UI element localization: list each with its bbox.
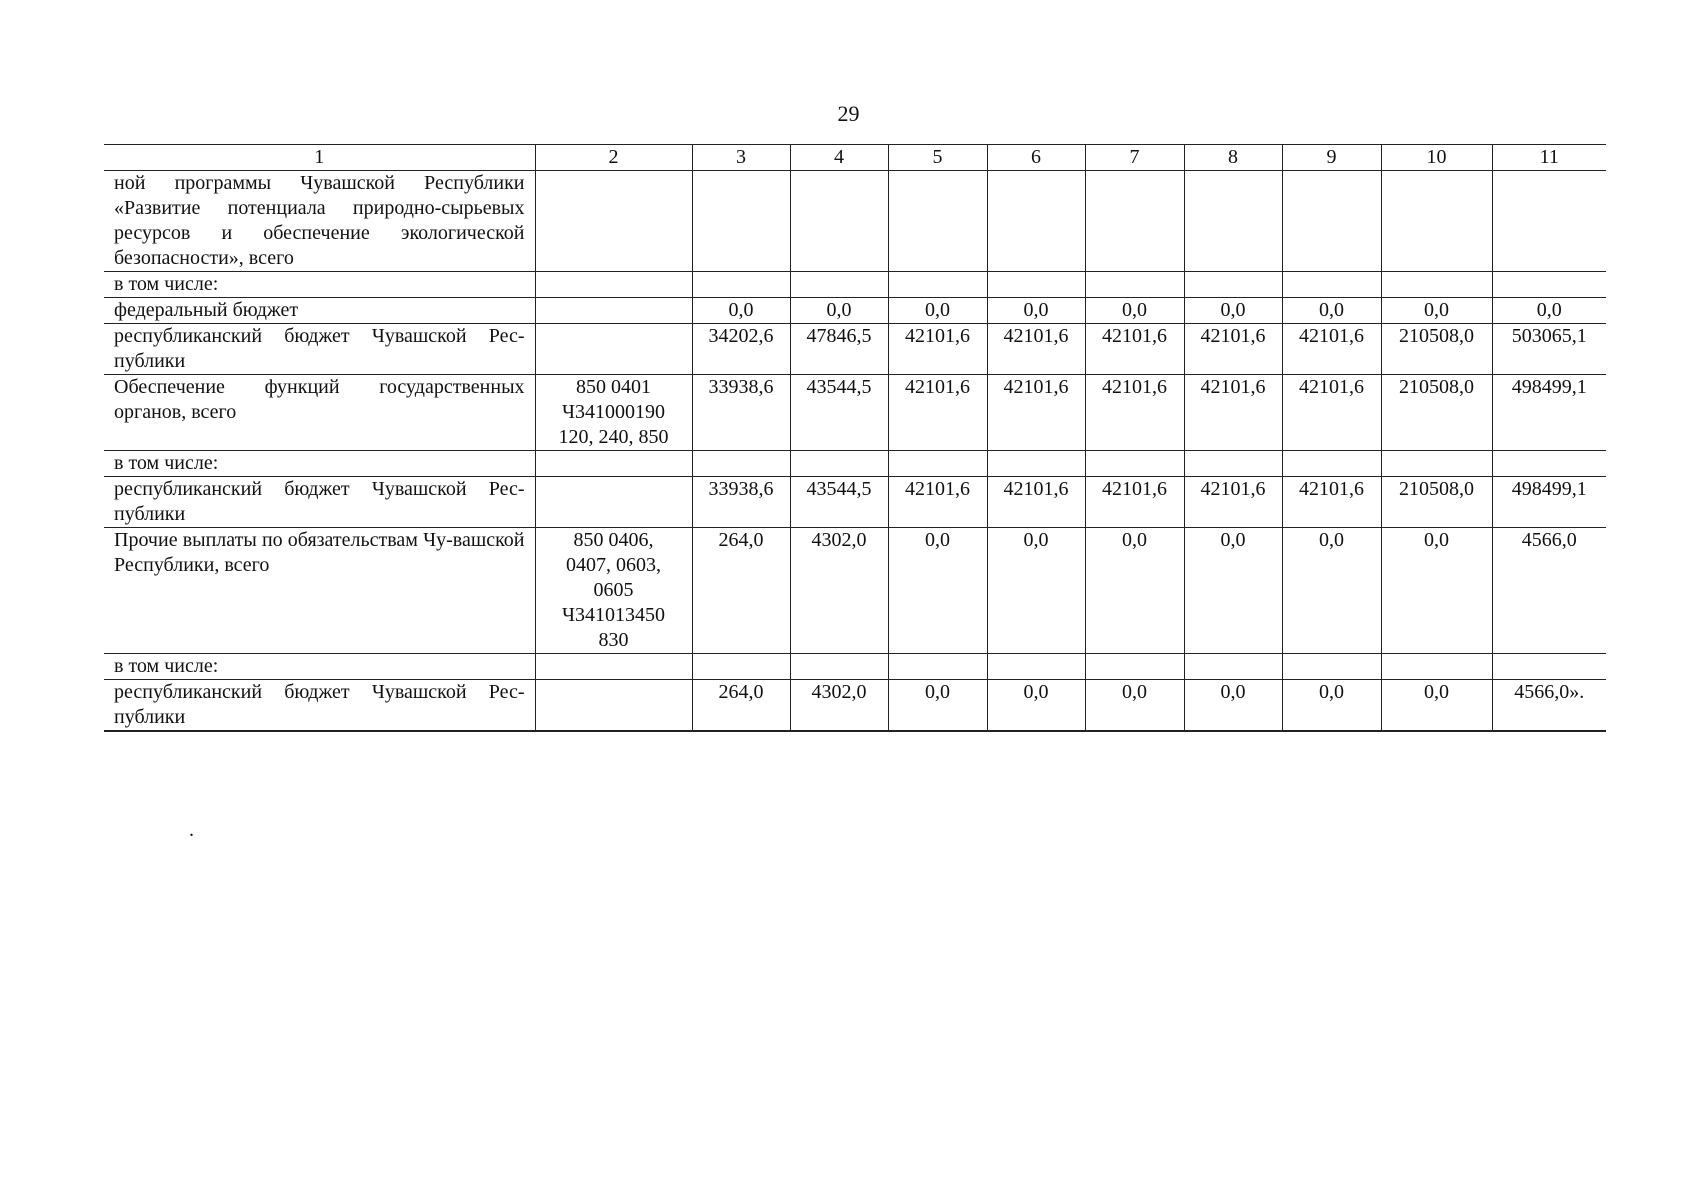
row-label: в том числе:	[104, 451, 535, 477]
column-header: 2	[535, 145, 692, 171]
amount-cell	[1085, 171, 1184, 272]
row-label: республиканский бюджет Чувашской Рес-публики	[104, 680, 535, 732]
amount-cell: 34202,6	[692, 324, 790, 375]
table-row	[104, 680, 1606, 732]
budget-code	[535, 171, 692, 272]
column-header: 7	[1085, 145, 1184, 171]
amount-cell	[692, 272, 790, 298]
amount-cell: 0,0	[987, 680, 1085, 732]
column-header: 10	[1381, 145, 1492, 171]
table-header-row	[104, 145, 1606, 171]
amount-cell	[1492, 272, 1606, 298]
budget-table	[104, 144, 1606, 732]
row-label: в том числе:	[104, 654, 535, 680]
table-row	[104, 324, 1606, 375]
budget-code	[535, 654, 692, 680]
amount-cell: 43544,5	[790, 375, 888, 451]
amount-cell: 210508,0	[1381, 324, 1492, 375]
amount-cell: 210508,0	[1381, 477, 1492, 528]
amount-cell: 0,0	[1282, 680, 1381, 732]
amount-cell	[1381, 171, 1492, 272]
amount-cell	[1184, 654, 1282, 680]
row-label: Прочие выплаты по обязательствам Чу-вашской Республики, всего	[104, 528, 535, 654]
amount-cell	[692, 451, 790, 477]
amount-cell: 0,0	[888, 298, 987, 324]
row-label: Обеспечение функций государственных органов, всего	[104, 375, 535, 451]
amount-cell: 42101,6	[1184, 324, 1282, 375]
amount-cell	[790, 171, 888, 272]
budget-code: 850 0401 Ч341000190 120, 240, 850	[535, 375, 692, 451]
page-number: 29	[837, 101, 860, 126]
column-header: 8	[1184, 145, 1282, 171]
table-row	[104, 375, 1606, 451]
amount-cell: 4302,0	[790, 528, 888, 654]
amount-cell	[1381, 272, 1492, 298]
amount-cell: 42101,6	[1282, 324, 1381, 375]
table-row	[104, 171, 1606, 272]
amount-cell: 4566,0	[1492, 528, 1606, 654]
budget-code: 850 0406, 0407, 0603, 0605 Ч341013450 830	[535, 528, 692, 654]
table-row	[104, 298, 1606, 324]
amount-cell: 42101,6	[1282, 477, 1381, 528]
amount-cell: 0,0	[987, 528, 1085, 654]
amount-cell: 0,0	[1184, 680, 1282, 732]
amount-cell	[888, 451, 987, 477]
amount-cell	[1085, 451, 1184, 477]
row-label: республиканский бюджет Чувашской Рес-публики	[104, 324, 535, 375]
amount-cell	[1184, 272, 1282, 298]
amount-cell: 42101,6	[1282, 375, 1381, 451]
amount-cell: 498499,1	[1492, 477, 1606, 528]
amount-cell: 0,0	[987, 298, 1085, 324]
column-header: 6	[987, 145, 1085, 171]
budget-code	[535, 680, 692, 732]
amount-cell: 42101,6	[1184, 375, 1282, 451]
amount-cell	[790, 451, 888, 477]
amount-cell: 42101,6	[888, 477, 987, 528]
amount-cell: 42101,6	[987, 375, 1085, 451]
amount-cell	[888, 171, 987, 272]
amount-cell	[1282, 654, 1381, 680]
column-header: 1	[104, 145, 535, 171]
table-header	[104, 145, 1606, 171]
column-header: 9	[1282, 145, 1381, 171]
amount-cell	[987, 451, 1085, 477]
column-header: 3	[692, 145, 790, 171]
amount-cell: 4302,0	[790, 680, 888, 732]
amount-cell: 0,0	[1085, 680, 1184, 732]
amount-cell	[1492, 654, 1606, 680]
row-label: ной программы Чувашской Республики «Развитие потенциала природно-сырьевых ресурсов и обеспечение экологической безопасности», всего	[104, 171, 535, 272]
amount-cell: 42101,6	[1085, 477, 1184, 528]
table-row	[104, 451, 1606, 477]
table-body	[104, 171, 1606, 732]
amount-cell: 498499,1	[1492, 375, 1606, 451]
amount-cell	[1282, 451, 1381, 477]
amount-cell: 0,0	[1381, 298, 1492, 324]
amount-cell: 42101,6	[987, 477, 1085, 528]
amount-cell	[1184, 171, 1282, 272]
budget-code	[535, 324, 692, 375]
amount-cell	[1085, 272, 1184, 298]
table-row	[104, 477, 1606, 528]
amount-cell	[1184, 451, 1282, 477]
amount-cell	[1492, 451, 1606, 477]
amount-cell	[888, 654, 987, 680]
amount-cell: 503065,1	[1492, 324, 1606, 375]
column-header: 5	[888, 145, 987, 171]
table-row	[104, 528, 1606, 654]
amount-cell: 4566,0».	[1492, 680, 1606, 732]
amount-cell: 0,0	[1184, 528, 1282, 654]
amount-cell	[790, 272, 888, 298]
row-label: федеральный бюджет	[104, 298, 535, 324]
amount-cell: 0,0	[888, 680, 987, 732]
stray-mark: .	[189, 819, 194, 841]
amount-cell	[987, 654, 1085, 680]
budget-code	[535, 451, 692, 477]
table-row	[104, 272, 1606, 298]
budget-code	[535, 272, 692, 298]
amount-cell: 264,0	[692, 528, 790, 654]
amount-cell	[1085, 654, 1184, 680]
amount-cell: 0,0	[1492, 298, 1606, 324]
amount-cell: 0,0	[1085, 298, 1184, 324]
amount-cell: 42101,6	[987, 324, 1085, 375]
amount-cell: 47846,5	[790, 324, 888, 375]
amount-cell: 210508,0	[1381, 375, 1492, 451]
amount-cell: 0,0	[692, 298, 790, 324]
amount-cell	[692, 654, 790, 680]
amount-cell: 0,0	[790, 298, 888, 324]
column-header: 11	[1492, 145, 1606, 171]
amount-cell: 42101,6	[888, 375, 987, 451]
table-row	[104, 654, 1606, 680]
amount-cell	[1492, 171, 1606, 272]
amount-cell: 0,0	[1381, 528, 1492, 654]
amount-cell	[1381, 451, 1492, 477]
amount-cell: 42101,6	[1085, 375, 1184, 451]
amount-cell: 0,0	[888, 528, 987, 654]
amount-cell	[1282, 171, 1381, 272]
budget-code	[535, 477, 692, 528]
amount-cell: 33938,6	[692, 477, 790, 528]
amount-cell: 0,0	[1282, 528, 1381, 654]
amount-cell: 43544,5	[790, 477, 888, 528]
amount-cell: 0,0	[1282, 298, 1381, 324]
amount-cell: 0,0	[1184, 298, 1282, 324]
amount-cell: 42101,6	[888, 324, 987, 375]
amount-cell: 264,0	[692, 680, 790, 732]
amount-cell	[888, 272, 987, 298]
amount-cell: 0,0	[1085, 528, 1184, 654]
amount-cell: 42101,6	[1085, 324, 1184, 375]
amount-cell	[987, 171, 1085, 272]
amount-cell	[790, 654, 888, 680]
amount-cell	[1381, 654, 1492, 680]
budget-code	[535, 298, 692, 324]
amount-cell: 0,0	[1381, 680, 1492, 732]
amount-cell	[1282, 272, 1381, 298]
row-label: республиканский бюджет Чувашской Рес-публики	[104, 477, 535, 528]
amount-cell	[987, 272, 1085, 298]
amount-cell: 42101,6	[1184, 477, 1282, 528]
row-label: в том числе:	[104, 272, 535, 298]
amount-cell	[692, 171, 790, 272]
column-header: 4	[790, 145, 888, 171]
amount-cell: 33938,6	[692, 375, 790, 451]
